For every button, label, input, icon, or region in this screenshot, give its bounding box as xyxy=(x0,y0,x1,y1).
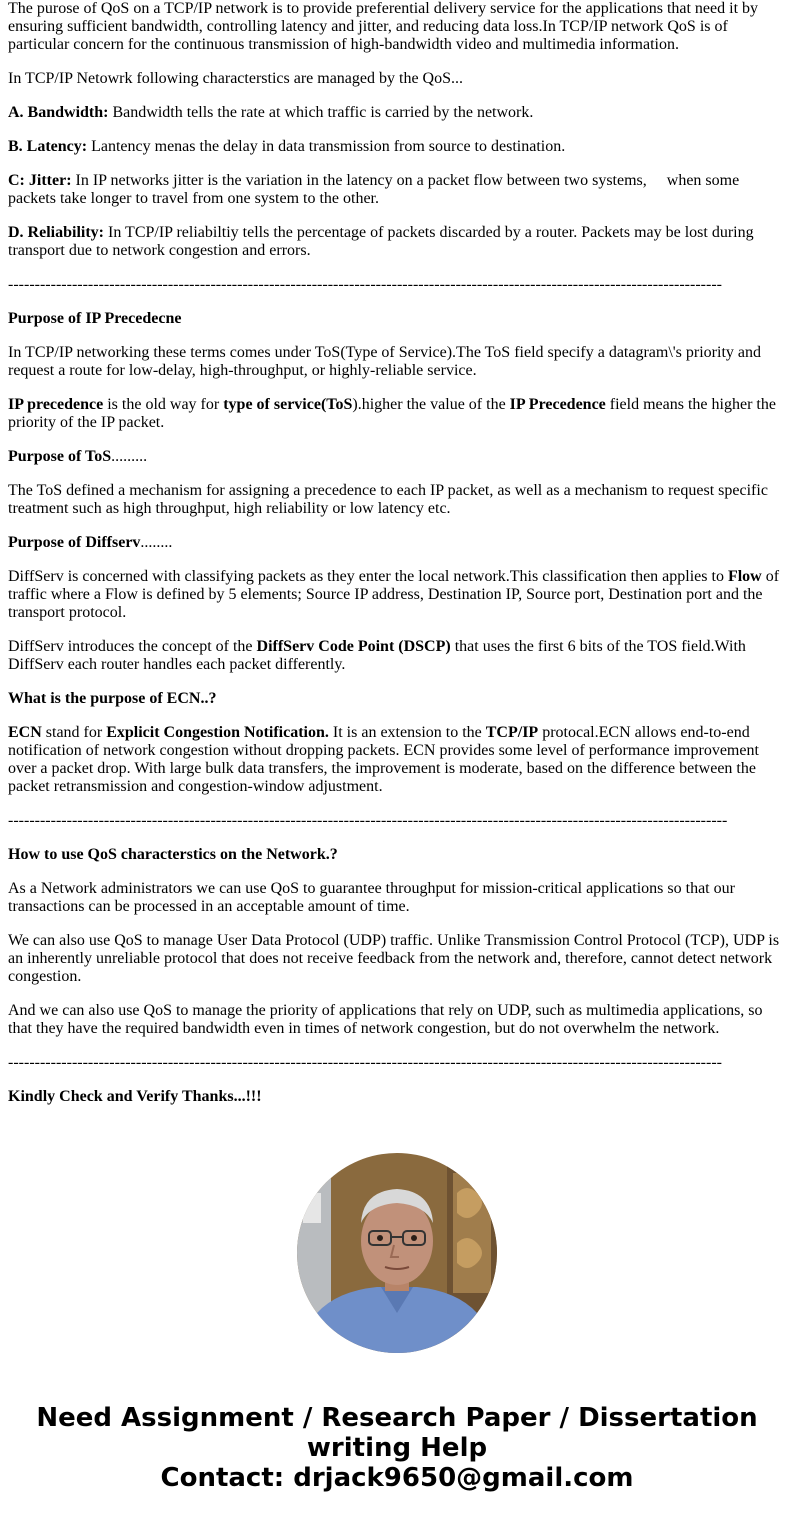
text-run: of traffic where a Flow is defined by 5 elements; Source IP address, Destination IP, Source port, Destination port and the transport protocol. xyxy=(8,568,784,621)
closing-text: Kindly Check and Verify Thanks...!!! xyxy=(8,1088,262,1105)
cta-line-1: Need Assignment / Research Paper / Dissertation xyxy=(36,1403,758,1433)
characteristic-text: Bandwidth tells the rate at which traffic is carried by the network. xyxy=(108,104,534,121)
diffserv-paragraph xyxy=(8,568,782,622)
text-run: field means the higher the priority of the IP packet. xyxy=(8,396,780,431)
text-run: is the old way for xyxy=(103,396,224,413)
characteristic-jitter xyxy=(8,172,782,208)
diffserv-heading xyxy=(8,534,782,552)
text-run: DiffServ is concerned with classifying packets as they enter the local network.This classification then applies to xyxy=(8,568,728,585)
ecn-heading xyxy=(8,690,782,708)
characteristic-latency xyxy=(8,138,782,156)
term: type of service(ToS xyxy=(223,396,353,413)
tos-paragraph: The ToS defined a mechanism for assigning a precedence to each IP packet, as well as a mechanism to request specific treatment such as high throughput, high reliability or low latency etc. xyxy=(8,482,772,517)
howto-paragraph-2: We can also use QoS to manage User Data Protocol (UDP) traffic. Unlike Transmission Control Protocol (TCP), UDP is an inherently unreliable protocol that does not receive feedback from the network and, therefore, cannot detect network congestion. xyxy=(8,932,784,985)
characteristic-label: A. Bandwidth: xyxy=(8,104,109,121)
term: DiffServ Code Point (DSCP) xyxy=(256,638,451,655)
term: Flow xyxy=(727,568,762,585)
characteristic-label: D. Reliability: xyxy=(8,224,104,241)
term: TCP/IP xyxy=(485,724,539,741)
heading-suffix: ........ xyxy=(140,534,173,551)
author-photo xyxy=(297,1153,497,1353)
closing-line xyxy=(8,1088,782,1106)
text-run: It is an extension to the xyxy=(328,724,486,741)
text-run: ).higher the value of the xyxy=(352,396,510,413)
cta-contact: Contact: drjack9650@gmail.com xyxy=(160,1463,634,1493)
howto-heading xyxy=(8,846,782,864)
intro-lead-in: In TCP/IP Netowrk following characterstics are managed by the QoS... xyxy=(8,70,463,87)
characteristic-text: Lantency menas the delay in data transmission from source to destination. xyxy=(87,138,566,155)
characteristic-text: In TCP/IP reliabiltiy tells the percentage of packets discarded by a router. Packets may be lost during transport due to network congestion and errors. xyxy=(8,224,758,259)
ip-precedence-definition xyxy=(8,396,782,432)
text-run: DiffServ introduces the concept of the xyxy=(8,638,257,655)
howto-paragraph-1: As a Network administrators we can use QoS to guarantee throughput for mission-critical applications so that our transactions can be processed in an acceptable amount of time. xyxy=(8,880,739,915)
tos-heading xyxy=(8,448,782,466)
term: IP precedence xyxy=(8,396,104,413)
ip-precedence-heading xyxy=(8,310,782,328)
term: IP Precedence xyxy=(509,396,606,413)
section-heading: Purpose of IP Precedecne xyxy=(8,310,182,327)
contact-banner xyxy=(0,1403,794,1493)
dscp-paragraph xyxy=(8,638,782,674)
section-heading: How to use QoS characterstics on the Network.? xyxy=(8,846,338,863)
ecn-paragraph xyxy=(8,724,782,796)
article-body xyxy=(8,0,782,1122)
separator-line: --------------------------------------------------------------------------------------------------------------------------------------- xyxy=(8,812,728,829)
cta-line-2: writing Help xyxy=(306,1433,488,1463)
author-avatar xyxy=(297,1153,497,1353)
text-run: stand for xyxy=(41,724,107,741)
section-heading: What is the purpose of ECN..? xyxy=(8,690,217,707)
separator-line: -------------------------------------------------------------------------------------------------------------------------------------- xyxy=(8,276,722,293)
text-run: protocal.ECN allows end-to-end notification of network congestion without dropping packets. ECN provides some level of performance improvement over a packet drop. With large bulk data transfers, the improvement is moderate, based on the difference between the packet retransmission and congestion-window adjustment. xyxy=(8,724,763,795)
intro-paragraph: The purose of QoS on a TCP/IP network is to provide preferential delivery service for the applications that need it by ensuring sufficient bandwidth, controlling latency and jitter, and reducing data loss.In TCP/IP network QoS is of particular concern for the continuous transmission of high-bandwidth video and multimedia information. xyxy=(8,0,763,53)
ip-precedence-paragraph: In TCP/IP networking these terms comes under ToS(Type of Service).The ToS field specify a datagram\'s priority and request a route for low-delay, high-throughput, or highly-reliable service. xyxy=(8,344,765,379)
text-run: that uses the first 6 bits of the TOS field.With DiffServ each router handles each packet differently. xyxy=(8,638,750,673)
characteristic-label: C: Jitter: xyxy=(8,172,72,189)
characteristic-text: In IP networks jitter is the variation in the latency on a packet flow between two systems, when some packets take longer to travel from one system to the other. xyxy=(8,172,744,207)
howto-paragraph-3: And we can also use QoS to manage the priority of applications that rely on UDP, such as multimedia applications, so that they have the required bandwidth even in times of network congestion, but do not overwhelm the network. xyxy=(8,1002,767,1037)
characteristic-bandwidth xyxy=(8,104,782,122)
term: ECN xyxy=(8,724,42,741)
characteristic-reliability xyxy=(8,224,782,260)
separator-line: -------------------------------------------------------------------------------------------------------------------------------------- xyxy=(8,1054,722,1071)
characteristic-label: B. Latency: xyxy=(8,138,88,155)
section-heading: Purpose of ToS xyxy=(8,448,112,465)
section-heading: Purpose of Diffserv xyxy=(8,534,141,551)
heading-suffix: ......... xyxy=(111,448,148,465)
term: Explicit Congestion Notification. xyxy=(106,724,329,741)
